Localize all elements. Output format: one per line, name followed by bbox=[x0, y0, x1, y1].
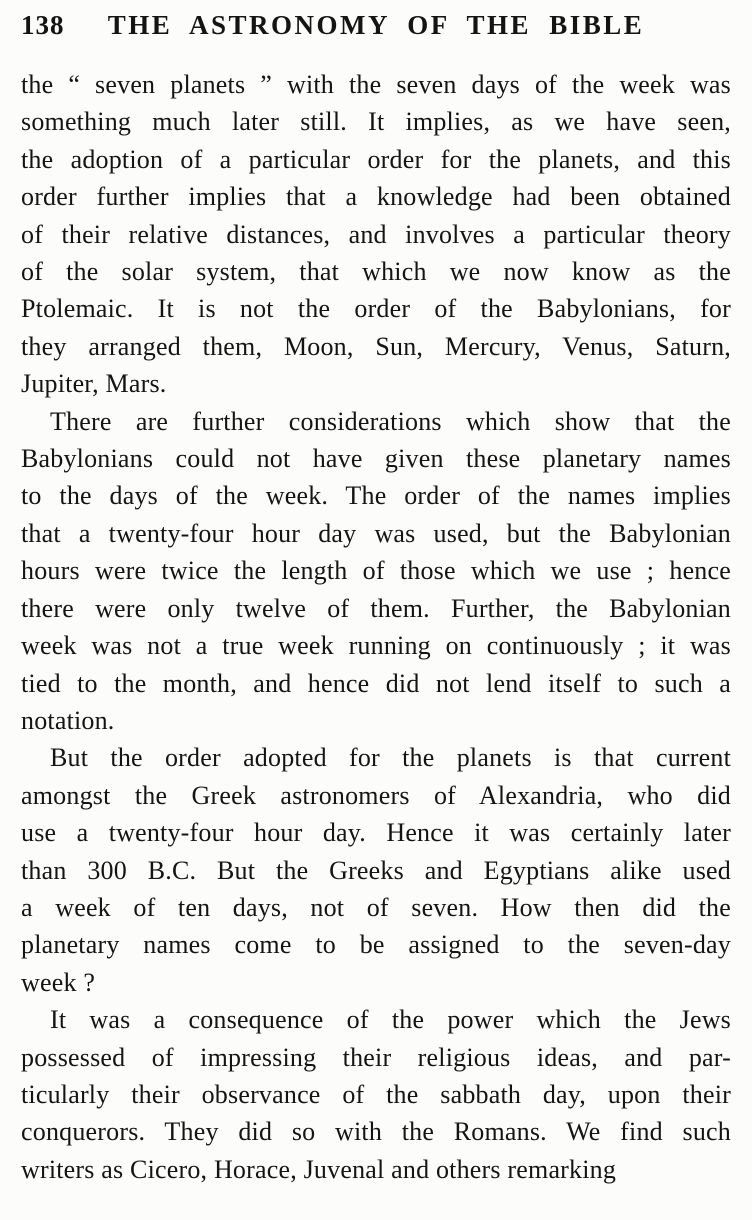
paragraph bbox=[21, 1001, 731, 1188]
page-header bbox=[0, 0, 752, 49]
text-line: use a twenty-four hour day. Hence it was certainly later bbox=[21, 818, 731, 848]
paragraph bbox=[21, 403, 731, 740]
text-line: than 300 B.C. But the Greeks and Egyptians alike used bbox=[21, 855, 731, 885]
text-line: of their relative distances, and involves a particular theory bbox=[21, 219, 731, 249]
text-line: ticularly their observance of the sabbath day, upon their bbox=[21, 1079, 731, 1109]
text-line: the adoption of a particular order for the planets, and this bbox=[21, 144, 731, 174]
text-line: a week of ten days, not of seven. How then did the bbox=[21, 892, 731, 922]
text-line: notation. bbox=[21, 705, 115, 735]
text-line: Ptolemaic. It is not the order of the Babylonians, for bbox=[21, 294, 731, 324]
text-line: there were only twelve of them. Further, the Babylonian bbox=[21, 593, 731, 623]
text-line: tied to the month, and hence did not lend itself to such a bbox=[21, 668, 731, 698]
text-line: that a twenty-four hour day was used, but the Babylonian bbox=[21, 518, 731, 548]
text-line: they arranged them, Moon, Sun, Mercury, Venus, Saturn, bbox=[21, 331, 731, 361]
text-line: conquerors. They did so with the Romans. We find such bbox=[21, 1117, 731, 1147]
text-line: to the days of the week. The order of the names implies bbox=[21, 481, 731, 511]
page-number: 138 bbox=[21, 10, 65, 40]
text-line: planetary names come to be assigned to the seven-day bbox=[21, 930, 731, 960]
text-line: hours were twice the length of those which we use ; hence bbox=[21, 556, 731, 586]
page-body bbox=[21, 66, 731, 1188]
text-line: the “ seven planets ” with the seven days of the week was bbox=[21, 70, 731, 99]
paragraph bbox=[21, 739, 731, 1001]
text-line: week ? bbox=[21, 967, 96, 997]
text-line: order further implies that a knowledge had been obtained bbox=[21, 182, 731, 212]
text-line: Babylonians could not have given these planetary names bbox=[21, 444, 731, 474]
paragraph bbox=[21, 66, 731, 403]
text-line: Jupiter, Mars. bbox=[21, 369, 167, 399]
text-line: There are further considerations which show that the bbox=[50, 406, 731, 436]
text-line: something much later still. It implies, as we have seen, bbox=[21, 107, 731, 137]
text-line: week was not a true week running on continuously ; it was bbox=[21, 631, 731, 661]
text-line: It was a consequence of the power which the Jews bbox=[50, 1005, 731, 1035]
text-line: amongst the Greek astronomers of Alexandria, who did bbox=[21, 780, 731, 810]
text-line: writers as Cicero, Horace, Juvenal and others remarking bbox=[21, 1154, 617, 1184]
text-line: of the solar system, that which we now know as the bbox=[21, 257, 731, 287]
running-title: THE ASTRONOMY OF THE BIBLE bbox=[107, 10, 645, 40]
text-line: But the order adopted for the planets is that current bbox=[50, 743, 731, 773]
text-line: possessed of impressing their religious ideas, and par- bbox=[21, 1042, 731, 1072]
